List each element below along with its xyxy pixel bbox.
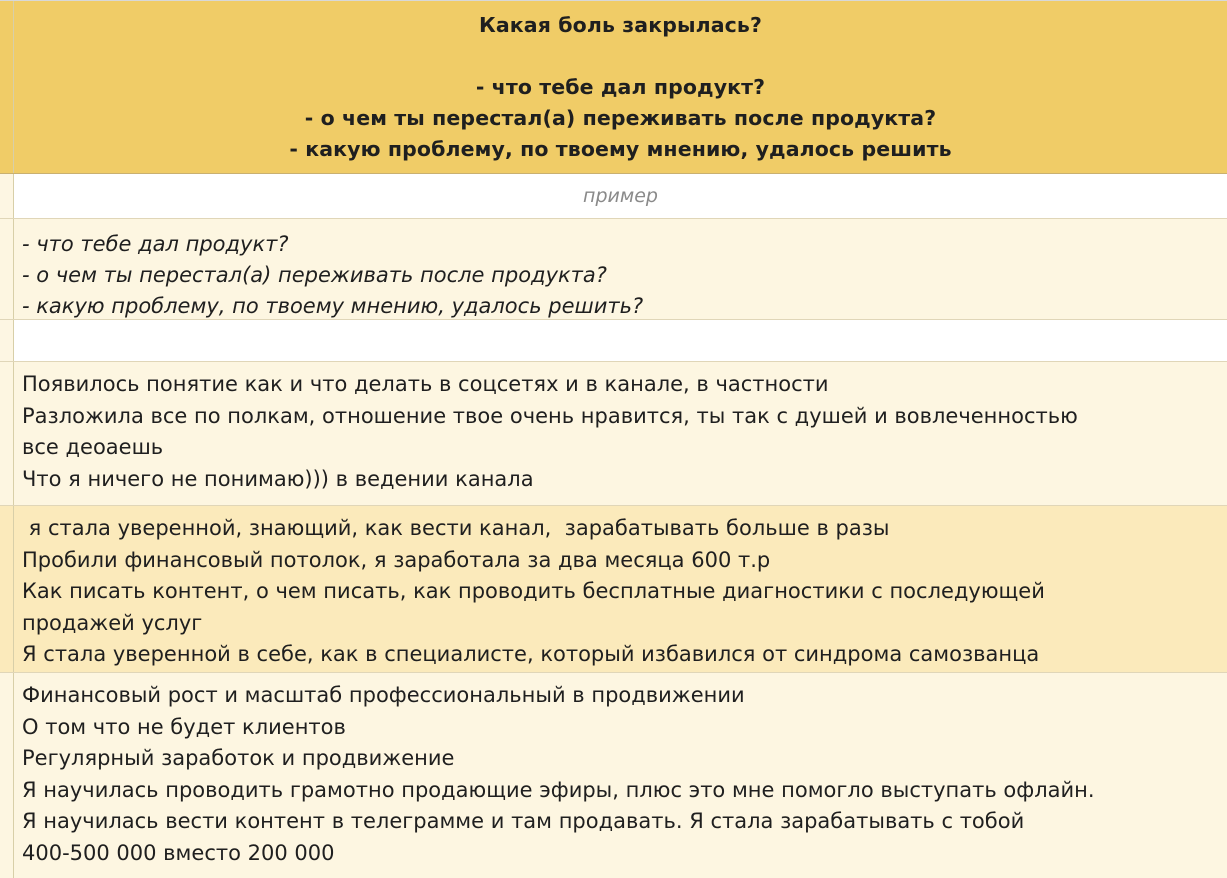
answer-cell[interactable]: [14, 506, 1227, 672]
row-gutter: [0, 219, 14, 319]
empty-row[interactable]: [0, 320, 1227, 362]
example-line: - какую проблему, по твоему мнению, удалось решить?: [22, 294, 644, 318]
row-gutter: [0, 320, 14, 361]
answer-line: Я научилась проводить грамотно продающие эфиры, плюс это мне помогло выступать офлайн.: [22, 777, 1095, 802]
row-gutter: [0, 362, 14, 505]
answer-line: Появилось понятие как и что делать в соцсетях и в канале, в частности: [22, 372, 829, 396]
answer-line: я стала уверенной, знающий, как вести канал, зарабатывать больше в разы: [22, 516, 890, 540]
example-label-row[interactable]: [0, 174, 1227, 219]
example-line: - о чем ты перестал(а) переживать после продукта?: [22, 263, 607, 287]
row-gutter: [0, 174, 14, 218]
row-gutter: [0, 673, 14, 878]
header-row[interactable]: [0, 1, 1227, 174]
answer-line: Регулярный заработок и продвижение: [22, 746, 455, 770]
answer-line: Финансовый рост и масштаб профессиональный в продвижении: [22, 683, 745, 707]
example-label-cell[interactable]: пример: [583, 185, 658, 207]
example-cell[interactable]: [14, 219, 1227, 319]
header-question: - о чем ты перестал(а) переживать после продукта?: [304, 106, 937, 130]
header-question: - что тебе дал продукт?: [475, 75, 766, 99]
answer-line: Я научилась вести контент в телеграмме и там продавать. Я стала зарабатывать с тобой: [22, 809, 1025, 833]
answer-line: О том что не будет клиентов: [22, 714, 346, 739]
answer-line: Пробили финансовый потолок, я заработала за два месяца 600 т.р: [22, 547, 771, 572]
answer-line: продажей услуг: [22, 610, 203, 635]
answer-row[interactable]: [0, 506, 1227, 673]
header-question: - какую проблему, по твоему мнению, удалось решить: [289, 137, 952, 161]
answer-cell[interactable]: [14, 362, 1227, 505]
answer-cell[interactable]: [14, 673, 1227, 878]
answer-row[interactable]: [0, 673, 1227, 878]
header-blank-line: [14, 41, 1227, 72]
answer-line: Как писать контент, о чем писать, как проводить бесплатные диагностики с последующей: [22, 579, 1045, 603]
answer-line: Что я ничего не понимаю))) в ведении канала: [22, 466, 534, 491]
answer-line: Я стала уверенной в себе, как в специалисте, который избавился от синдрома самозванца: [22, 642, 1040, 666]
answer-line: Разложила все по полкам, отношение твое очень нравится, ты так с душей и вовлеченностью: [22, 403, 1078, 428]
answer-line: 400-500 000 вместо 200 000: [22, 840, 335, 865]
header-title: Какая боль закрылась?: [479, 13, 762, 37]
answer-line: все деоаешь: [22, 435, 164, 459]
header-cell[interactable]: [14, 1, 1227, 173]
answer-row[interactable]: [0, 362, 1227, 506]
row-gutter: [0, 506, 14, 672]
row-gutter: [0, 1, 14, 173]
example-row[interactable]: [0, 219, 1227, 320]
example-line: - что тебе дал продукт?: [22, 232, 289, 256]
empty-cell[interactable]: [14, 320, 1227, 361]
